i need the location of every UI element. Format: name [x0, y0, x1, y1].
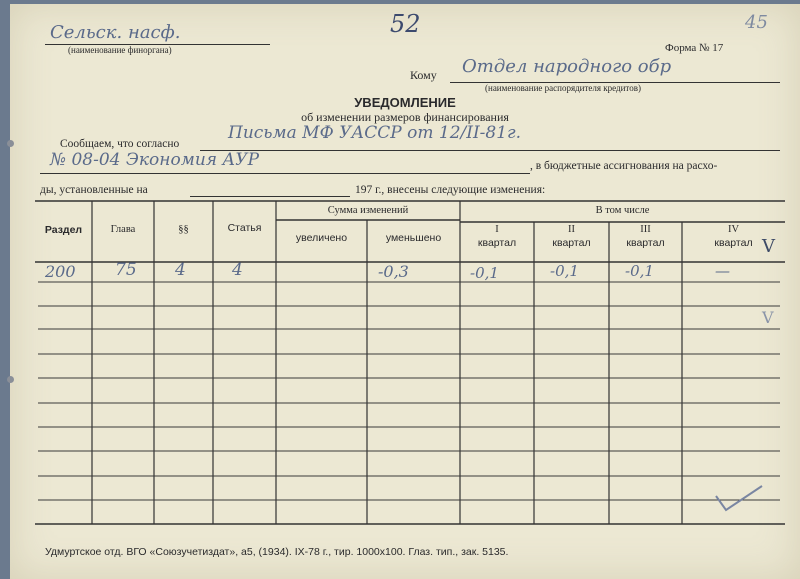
cell-q3: -0,1 [625, 262, 654, 280]
corner-number: 45 [745, 12, 768, 33]
header-q2-num: II [568, 224, 575, 235]
header-summa: Сумма изменений [327, 205, 409, 216]
header-q2-label: квартал [552, 237, 591, 249]
cell-paragraph: 4 [175, 260, 186, 280]
body-line3-suffix: 197 г., внесены следующие изменения: [355, 184, 546, 196]
header-q1-num: I [495, 224, 499, 235]
to-handwritten: Отдел народного обр [462, 56, 672, 77]
document-sheet [10, 4, 800, 579]
body-line1-prefix: Сообщаем, что согласно [60, 138, 180, 150]
organ-handwritten: Сельск. насф. [50, 22, 181, 43]
check-mark-1: V [762, 236, 775, 257]
header-paragraph: §§ [178, 224, 189, 235]
cell-q4: — [715, 262, 730, 280]
footer-imprint: Удмуртское отд. ВГО «Союзучетиздат», а5, (1934). IX-78 г., тир. 1000х100. Глаз. тип., зак. 5135. [45, 546, 509, 558]
changes-table-grid [10, 4, 800, 579]
check-mark-2: V [762, 308, 774, 327]
header-q4-num: IV [727, 224, 740, 235]
document-title: УВЕДОМЛЕНИЕ [354, 95, 456, 110]
header-q3-num: III [640, 224, 651, 235]
body-line2-suffix: , в бюджетные ассигнования на расхо- [530, 160, 718, 172]
header-q1-label: квартал [477, 237, 517, 249]
punch-hole-top [7, 140, 14, 147]
cell-q1: -0,1 [470, 264, 499, 282]
cell-razdel: 200 [45, 262, 76, 281]
header-q4-label: квартал [714, 237, 753, 249]
body-line2-handwritten: № 08-04 Экономия АУР [50, 150, 260, 170]
header-statya: Статья [227, 222, 262, 234]
form-label: Форма № 17 [665, 42, 724, 54]
cell-decrease: -0,3 [378, 262, 409, 281]
header-q3-label: квартал [626, 237, 665, 249]
body-line3-prefix: ды, установленные на [40, 184, 148, 196]
header-glava: Глава [110, 224, 136, 235]
page-number: 52 [390, 10, 421, 38]
checkmark-icon [710, 482, 770, 522]
document-subtitle: об изменении размеров финансирования [301, 110, 509, 124]
header-increase: увеличено [295, 232, 348, 244]
body-line1-handwritten: Письма МФ УАССР от 12/II-81г. [228, 123, 522, 143]
to-label: Кому [410, 68, 437, 82]
header-vtom: В том числе [595, 205, 650, 216]
organ-caption: (наименование финоргана) [68, 45, 172, 55]
header-razdel: Раздел [44, 224, 83, 236]
to-caption: (наименование распорядителя кредитов) [485, 83, 641, 93]
cell-q2: -0,1 [550, 262, 579, 280]
cell-glava: 75 [115, 260, 137, 280]
punch-hole-bottom [7, 376, 14, 383]
cell-statya: 4 [232, 260, 243, 280]
header-decrease: уменьшено [385, 232, 442, 244]
